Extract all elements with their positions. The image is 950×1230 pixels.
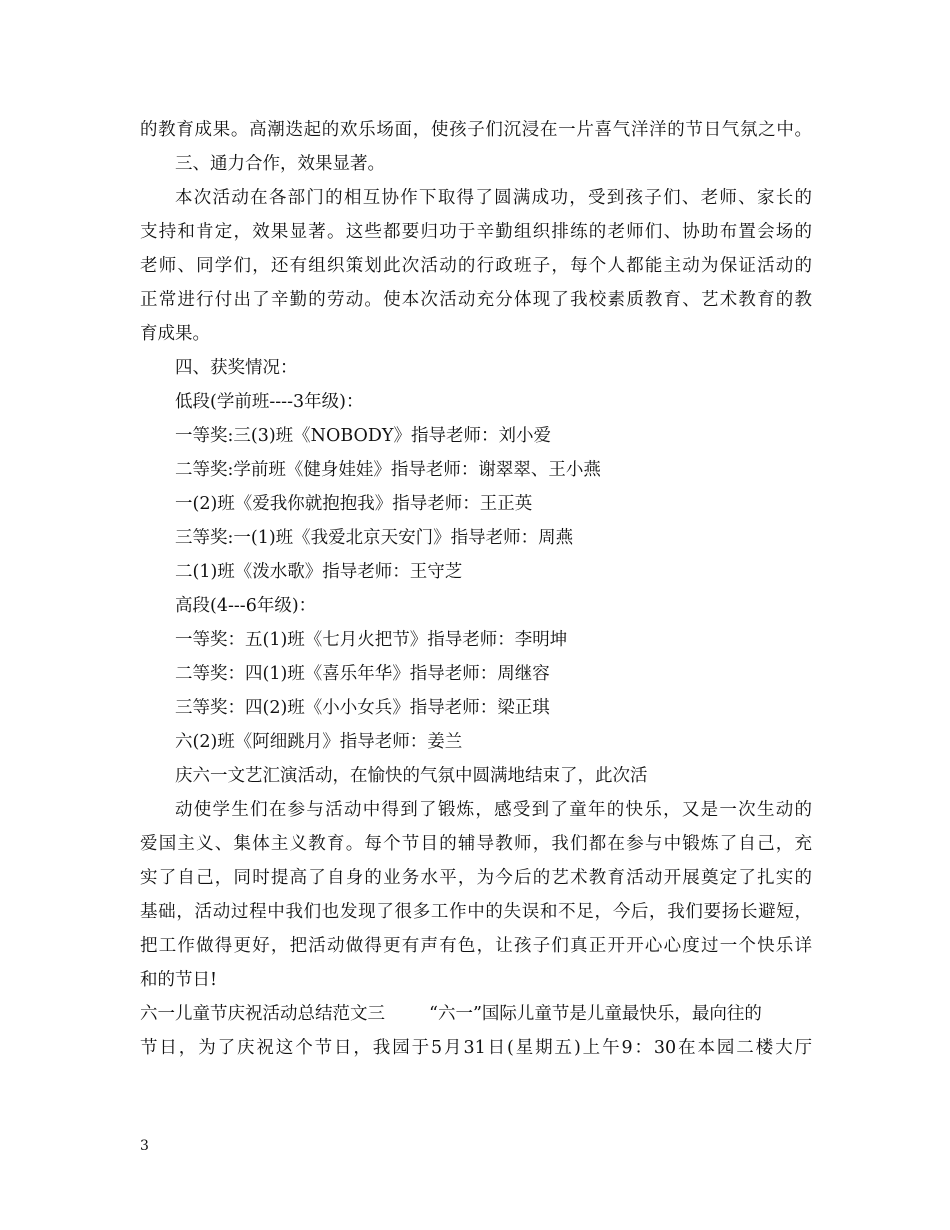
paragraph-line: 节日，为了庆祝这个节日，我园于5月31日(星期五)上午9：30在本园二楼大厅 (140, 1038, 812, 1058)
award-item: 二等奖：四(1)班《喜乐年华》指导老师：周继容 (175, 664, 550, 684)
paragraph-line: 基础，活动过程中我们也发现了很多工作中的失误和不足，今后，我们要扬长避短， (140, 902, 812, 922)
award-item: 一等奖：五(1)班《七月火把节》指导老师：李明坤 (175, 630, 568, 650)
paragraph-line: 老师、同学们，还有组织策划此次活动的行政班子，每个人都能主动为保证活动的 (140, 256, 812, 276)
paragraph-line: 正常进行付出了辛勤的劳动。使本次活动充分体现了我校素质教育、艺术教育的教 (140, 290, 812, 310)
award-item: 六(2)班《阿细跳月》指导老师：姜兰 (175, 732, 463, 752)
section-intro: “六一”国际儿童节是儿童最快乐，最向往的 (429, 1004, 762, 1024)
paragraph-line: 的教育成果。高潮迭起的欢乐场面，使孩子们沉浸在一片喜气洋洋的节日气氛之中。 (140, 120, 812, 140)
paragraph-line: 实了自己，同时提高了自身的业务水平，为今后的艺术教育活动开展奠定了扎实的 (140, 868, 812, 888)
section-heading: 六一儿童节庆祝活动总结范文三 (140, 1004, 385, 1024)
award-group-lower: 低段(学前班----3年级)： (175, 392, 364, 412)
award-item: 三等奖：四(2)班《小小女兵》指导老师：梁正琪 (175, 698, 550, 718)
section-heading-line (140, 997, 812, 1031)
paragraph-line: 庆六一文艺汇演活动，在愉快的气氛中圆满地结束了，此次活 (175, 766, 648, 786)
award-item: 二等奖:学前班《健身娃娃》指导老师：谢翠翠、王小燕 (175, 460, 601, 480)
section-heading-cooperation: 三、通力合作，效果显著。 (175, 154, 385, 174)
award-group-upper: 高段(4---6年级)： (175, 596, 317, 616)
page-number: 3 (140, 1138, 149, 1154)
award-item: 二(1)班《泼水歌》指导老师：王守芝 (175, 562, 463, 582)
award-item: 一(2)班《爱我你就抱抱我》指导老师：王正英 (175, 494, 533, 514)
paragraph-line: 动使学生们在参与活动中得到了锻炼，感受到了童年的快乐，又是一次生动的 (175, 800, 812, 820)
section-heading-awards: 四、获奖情况： (175, 358, 298, 378)
paragraph-line: 支持和肯定，效果显著。这些都要归功于辛勤组织排练的老师们、协助布置会场的 (140, 222, 812, 242)
award-item: 三等奖:一(1)班《我爱北京天安门》指导老师：周燕 (175, 528, 574, 548)
paragraph-line: 爱国主义、集体主义教育。每个节目的辅导教师，我们都在参与中锻炼了自己，充 (140, 834, 812, 854)
award-item: 一等奖:三(3)班《NOBODY》指导老师：刘小爱 (175, 426, 551, 446)
paragraph-line: 育成果。 (140, 324, 210, 344)
paragraph-line: 本次活动在各部门的相互协作下取得了圆满成功，受到孩子们、老师、家长的 (175, 188, 812, 208)
paragraph-line: 和的节日! (140, 970, 218, 990)
body-text (140, 113, 812, 1065)
paragraph-line: 把工作做得更好，把活动做得更有声有色，让孩子们真正开开心心度过一个快乐详 (140, 936, 812, 956)
